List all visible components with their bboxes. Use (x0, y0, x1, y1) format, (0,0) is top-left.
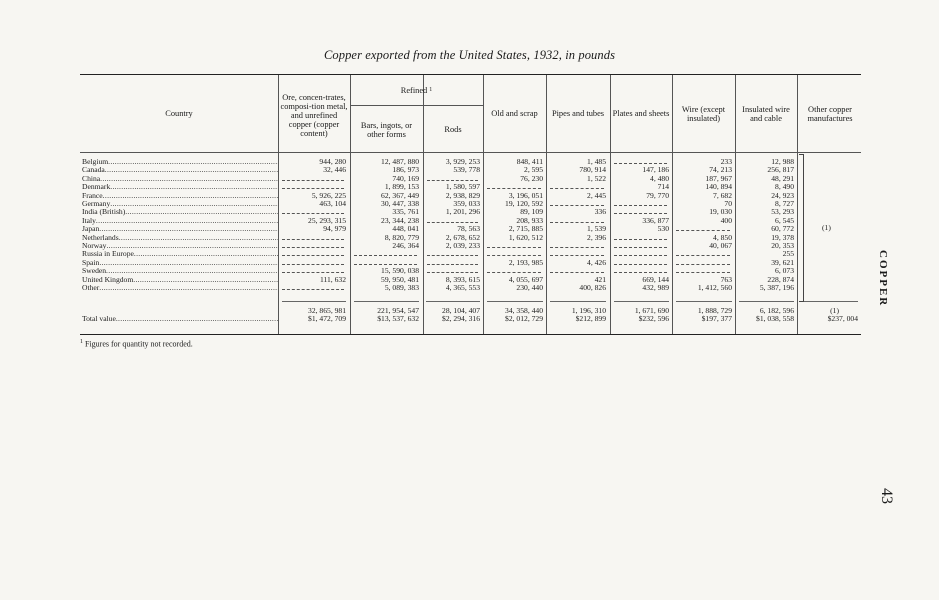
pipes-value: 1, 522 (587, 173, 606, 183)
bars-value: 246, 364 (392, 241, 419, 250)
rods-value: 78, 563 (457, 224, 480, 234)
insulated-value: 5, 387, 196 (759, 283, 794, 292)
table-row (80, 166, 861, 174)
total-rule (282, 301, 346, 302)
value-insulated: $1, 038, 558 (756, 314, 794, 323)
insulated-value: 8, 490 (775, 182, 794, 192)
empty-cell-leader (427, 267, 478, 273)
plates-value: 432, 989 (642, 283, 669, 292)
empty-cell-leader (550, 183, 604, 189)
total-plates: 1, 671, 690 (634, 306, 669, 315)
bars-value: 8, 820, 779 (384, 232, 419, 242)
value-other: $237, 004 (827, 314, 858, 323)
scrap-value: 208, 933 (516, 215, 543, 225)
header-bars: Bars, ingots, or other forms (360, 120, 413, 139)
value-scrap: $2, 012, 729 (505, 314, 543, 323)
empty-cell-leader (614, 242, 667, 248)
copper-export-table (80, 74, 861, 335)
empty-cell-leader (614, 234, 667, 240)
header-rods: Rods (444, 125, 462, 134)
empty-cell-leader (614, 267, 667, 273)
total-rule (354, 301, 419, 302)
total-rule (614, 301, 669, 302)
plates-value: 147, 186 (642, 165, 669, 175)
empty-cell-leader (354, 259, 417, 265)
insulated-value: 53, 293 (771, 207, 794, 217)
total-value-row (80, 315, 861, 323)
wire-value: 233 (720, 157, 732, 166)
rods-value: 8, 393, 615 (445, 274, 480, 284)
plates-value: 714 (657, 182, 669, 192)
empty-cell-leader (614, 200, 667, 206)
refined-underline (350, 105, 483, 106)
bars-value: 30, 447, 338 (381, 199, 419, 208)
footnote-marker: 1 (80, 339, 83, 345)
country-name: Russia in Europe ..... (82, 250, 278, 258)
empty-cell-leader (614, 250, 667, 256)
empty-cell-leader (282, 250, 344, 256)
empty-cell-leader (282, 208, 344, 214)
empty-cell-leader (427, 175, 478, 181)
rods-value: 2, 678, 652 (445, 232, 480, 242)
header-wire: Wire (except insulated) (681, 104, 726, 123)
scrap-value: 19, 120, 592 (505, 199, 543, 208)
rods-value: 3, 929, 253 (445, 157, 480, 166)
bars-value: 1, 899, 153 (384, 182, 419, 192)
scrap-value: 3, 196, 051 (508, 190, 543, 200)
total-bars: 221, 954, 547 (377, 306, 419, 315)
value-plates: $232, 596 (638, 314, 669, 323)
value-wire: $197, 377 (701, 314, 732, 323)
empty-cell-leader (614, 158, 667, 164)
ore-value: 25, 293, 315 (308, 215, 346, 225)
insulated-value: 6, 073 (775, 266, 794, 276)
rods-value: 2, 938, 829 (445, 190, 480, 200)
header-scrap: Old and scrap (491, 109, 538, 118)
footnote (80, 339, 193, 349)
table-row (80, 259, 861, 267)
header-rule (80, 152, 861, 153)
total-rule (426, 301, 480, 302)
empty-cell-leader (550, 200, 604, 206)
scrap-value: 76, 230 (520, 173, 543, 183)
value-bars: $13, 537, 632 (377, 314, 419, 323)
total-pipes: 1, 196, 310 (571, 306, 606, 315)
total-ore: 32, 865, 981 (308, 306, 346, 315)
rods-value: 4, 365, 553 (445, 283, 480, 292)
bars-value: 12, 487, 880 (381, 157, 419, 166)
header-ore: Ore, concen-trates, composi-tion metal, and unrefined copper (copper content) (280, 92, 348, 138)
total-rule (801, 301, 858, 302)
pipes-value: 421 (594, 274, 606, 284)
rods-value: 359, 033 (453, 199, 480, 208)
country-name: Sweden ..... (82, 267, 278, 275)
rods-value: 539, 778 (453, 165, 480, 175)
country-name: United Kingdom ..... (82, 276, 278, 284)
empty-cell-leader (550, 250, 604, 256)
header-refined-footnote-marker: 1 (429, 86, 433, 93)
empty-cell-leader (282, 242, 344, 248)
pipes-value: 336 (594, 207, 606, 217)
scrap-value: 848, 411 (516, 157, 543, 166)
header-other: Other copper manufactures (807, 104, 853, 123)
empty-cell-leader (427, 217, 478, 223)
value-pipes: $212, 899 (575, 314, 606, 323)
header-refined (350, 77, 483, 103)
wire-value: 19, 030 (709, 207, 732, 217)
plates-value: 530 (657, 224, 669, 234)
section-label: COPPER (877, 250, 889, 308)
header-refined-label: Refined (400, 85, 428, 95)
total-rule (550, 301, 606, 302)
other-brace (799, 154, 804, 302)
empty-cell-leader (614, 208, 667, 214)
wire-value: 70 (724, 199, 732, 208)
bars-value: 186, 973 (392, 165, 419, 175)
bars-value: 5, 089, 383 (384, 283, 419, 292)
plates-value: 669, 144 (642, 274, 669, 284)
insulated-value: 24, 923 (771, 190, 794, 200)
scrap-value: 230, 440 (516, 283, 543, 292)
insulated-value: 60, 772 (771, 224, 794, 234)
total-rule (487, 301, 543, 302)
wire-value: 1, 412, 560 (697, 283, 732, 292)
country-name: Netherlands ..... (82, 234, 278, 242)
bars-value: 15, 590, 038 (381, 266, 419, 276)
scrap-value: 1, 620, 512 (508, 232, 543, 242)
plates-value: 4, 480 (650, 173, 669, 183)
table-row (80, 242, 861, 250)
insulated-value: 8, 727 (775, 199, 794, 208)
rods-value: 2, 039, 233 (445, 241, 480, 250)
wire-value: 187, 967 (705, 173, 732, 183)
empty-cell-leader (676, 267, 730, 273)
empty-cell-leader (614, 259, 667, 265)
country-name: India (British) ..... (82, 208, 278, 216)
plates-value: 79, 770 (646, 190, 669, 200)
page-number: 43 (878, 488, 895, 504)
country-name: Italy ..... (82, 217, 278, 225)
total-label: Total value ..... (82, 315, 278, 323)
header-pipes: Pipes and tubes (551, 109, 605, 118)
total-rule (739, 301, 794, 302)
empty-cell-leader (550, 267, 604, 273)
insulated-value: 48, 291 (771, 173, 794, 183)
insulated-value: 12, 988 (771, 157, 794, 166)
country-name: Canada ..... (82, 166, 278, 174)
insulated-value: 228, 874 (767, 274, 794, 284)
scrap-value: 2, 715, 885 (508, 224, 543, 234)
empty-cell-leader (550, 217, 604, 223)
country-name: Germany ..... (82, 200, 278, 208)
empty-cell-leader (487, 267, 541, 273)
empty-cell-leader (487, 183, 541, 189)
insulated-value: 255 (782, 249, 794, 259)
table-row (80, 250, 861, 258)
empty-cell-leader (282, 267, 344, 273)
total-other: (1) (830, 306, 839, 315)
insulated-value: 20, 353 (771, 241, 794, 250)
wire-value: 763 (720, 274, 732, 284)
header-plates: Plates and sheets (612, 109, 670, 118)
value-ore: $1, 472, 709 (308, 314, 346, 323)
total-insulated: 6, 182, 596 (759, 306, 794, 315)
other-manufactures-note: (1) (822, 223, 831, 232)
total-rods: 28, 104, 407 (442, 306, 480, 315)
empty-cell-leader (487, 250, 541, 256)
empty-cell-leader (676, 250, 730, 256)
bars-value: 23, 344, 238 (381, 215, 419, 225)
country-name: Denmark ..... (82, 183, 278, 191)
pipes-value: 1, 485 (587, 157, 606, 166)
ore-value: 32, 446 (323, 165, 346, 175)
empty-cell-leader (354, 250, 417, 256)
empty-cell-leader (487, 242, 541, 248)
footnote-text: Figures for quantity not recorded. (85, 339, 193, 349)
empty-cell-leader (282, 234, 344, 240)
wire-value: 400 (720, 215, 732, 225)
country-name: Japan ..... (82, 225, 278, 233)
insulated-value: 39, 621 (771, 257, 794, 267)
empty-cell-leader (427, 259, 478, 265)
empty-cell-leader (427, 250, 478, 256)
country-name: Norway ..... (82, 242, 278, 250)
total-wire: 1, 888, 729 (697, 306, 732, 315)
plates-value: 336, 877 (642, 215, 669, 225)
table-row (80, 284, 861, 292)
page-title: Copper exported from the United States, 1932, in pounds (323, 48, 616, 62)
ore-value: 111, 632 (319, 274, 346, 284)
scrap-value: 89, 109 (520, 207, 543, 217)
wire-value: 7, 682 (713, 190, 732, 200)
country-name: Spain ..... (82, 259, 278, 267)
insulated-value: 6, 545 (775, 215, 794, 225)
header-insulated: Insulated wire and cable (742, 104, 790, 123)
pipes-value: 2, 396 (587, 232, 606, 242)
pipes-value: 2, 445 (587, 190, 606, 200)
ore-value: 5, 926, 225 (311, 190, 346, 200)
bars-value: 740, 169 (392, 173, 419, 183)
wire-value: 74, 213 (709, 165, 732, 175)
rods-value: 1, 201, 296 (445, 207, 480, 217)
insulated-value: 19, 378 (771, 232, 794, 242)
value-rods: $2, 294, 316 (442, 314, 480, 323)
pipes-value: 400, 826 (579, 283, 606, 292)
empty-cell-leader (282, 259, 344, 265)
empty-cell-leader (550, 242, 604, 248)
ore-value: 463, 104 (319, 199, 346, 208)
header-country: Country (165, 109, 193, 118)
scrap-value: 2, 595 (524, 165, 543, 175)
wire-value: 40, 067 (709, 241, 732, 250)
ore-value: 944, 280 (319, 157, 346, 166)
country-name: Other ..... (82, 284, 278, 292)
scrap-value: 4, 055, 697 (508, 274, 543, 284)
table-row (80, 208, 861, 216)
bars-value: 59, 950, 481 (381, 274, 419, 284)
total-scrap: 34, 358, 440 (505, 306, 543, 315)
empty-cell-leader (282, 183, 344, 189)
wire-value: 140, 894 (705, 182, 732, 192)
total-rule (676, 301, 732, 302)
empty-cell-leader (676, 259, 730, 265)
insulated-value: 256, 817 (767, 165, 794, 175)
rods-value: 1, 580, 597 (445, 182, 480, 192)
wire-value: 4, 850 (713, 232, 732, 242)
pipes-value: 4, 426 (587, 257, 606, 267)
pipes-value: 1, 539 (587, 224, 606, 234)
scrap-value: 2, 193, 985 (508, 257, 543, 267)
empty-cell-leader (676, 225, 730, 231)
country-name: France ..... (82, 192, 278, 200)
empty-cell-leader (282, 175, 344, 181)
country-name: China ..... (82, 175, 278, 183)
bars-value: 62, 367, 449 (381, 190, 419, 200)
empty-cell-leader (282, 284, 344, 290)
ore-value: 94, 979 (323, 224, 346, 234)
bars-value: 335, 761 (392, 207, 419, 217)
country-name: Belgium ..... (82, 158, 278, 166)
pipes-value: 780, 914 (579, 165, 606, 175)
bars-value: 448, 041 (392, 224, 419, 234)
